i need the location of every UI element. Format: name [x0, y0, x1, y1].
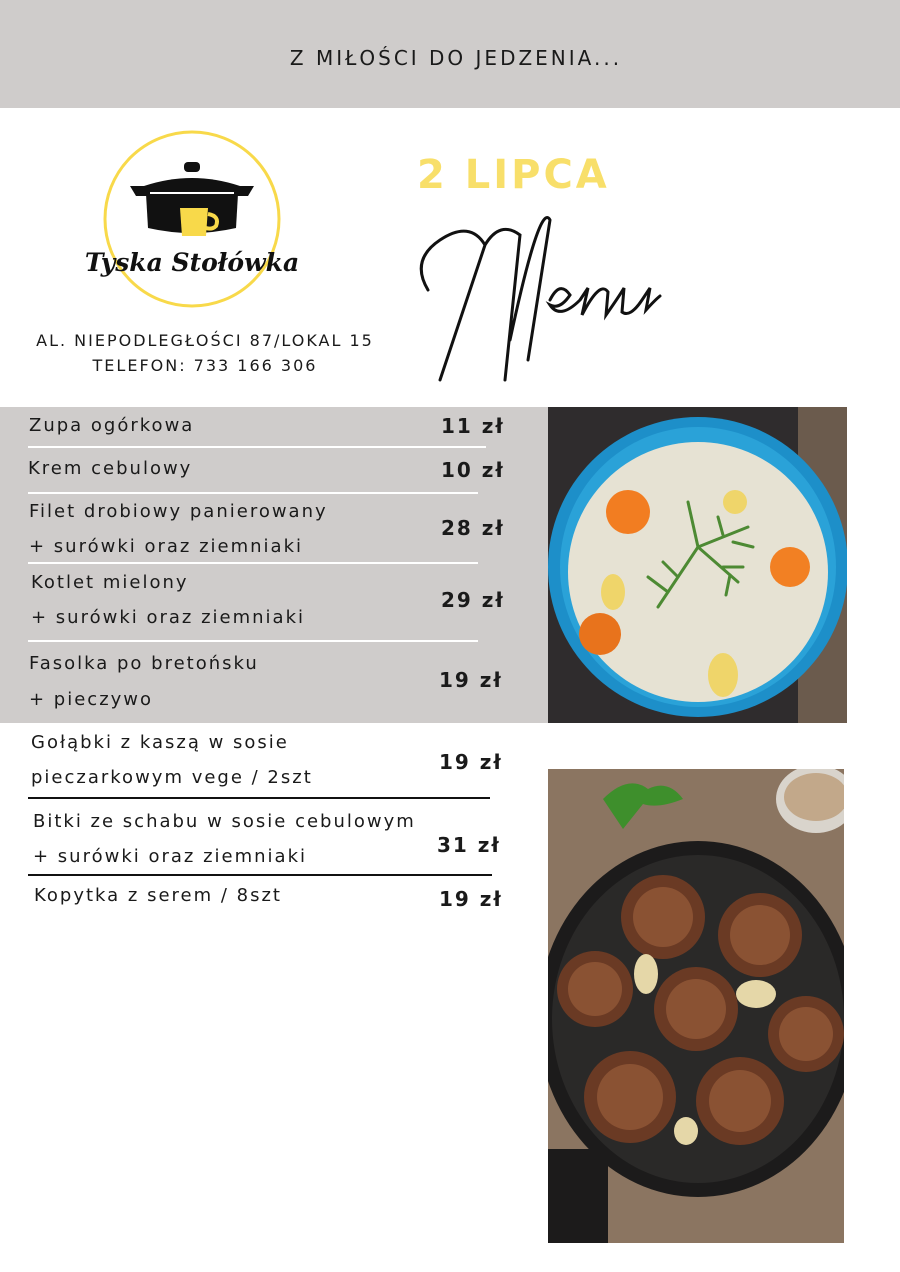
menu-item-desc: + surówki oraz ziemniaki: [31, 607, 306, 628]
menu-item-desc: + pieczywo: [29, 689, 154, 710]
menu-item-desc: + surówki oraz ziemniaki: [33, 846, 308, 867]
menu-item-price: 11 zł: [441, 414, 505, 438]
restaurant-logo: [80, 126, 320, 312]
address-line: AL. NIEPODLEGŁOŚCI 87/LOKAL 15: [36, 331, 374, 350]
menu-item-name: Bitki ze schabu w sosie cebulowym: [33, 811, 416, 832]
logo-text: Tyska Stołówka: [84, 248, 300, 277]
bitki-photo: [548, 769, 844, 1243]
soup-photo: [548, 407, 847, 723]
menu-item-name: Filet drobiowy panierowany: [29, 501, 328, 522]
menu-item-price: 10 zł: [441, 458, 505, 482]
menu-item-desc: + surówki oraz ziemniaki: [29, 536, 304, 557]
menu-item-name: Zupa ogórkowa: [29, 415, 195, 436]
menu-item-price: 29 zł: [441, 588, 505, 612]
menu-item-name: Fasolka po bretońsku: [29, 653, 259, 674]
menu-item-price: 28 zł: [441, 516, 505, 540]
menu-date: 2 LIPCA: [417, 152, 610, 198]
menu-item-price: 19 zł: [439, 668, 503, 692]
tagline: Z MIŁOŚCI DO JEDZENIA...: [289, 46, 623, 70]
separator: [28, 797, 490, 799]
svg-text:Menu: Menu: [410, 200, 413, 201]
menu-item-name: Krem cebulowy: [28, 458, 193, 479]
phone-line: TELEFON: 733 166 306: [92, 356, 318, 375]
menu-item-desc: pieczarkowym vege / 2szt: [31, 767, 313, 788]
separator: [28, 874, 492, 876]
menu-item-price: 19 zł: [439, 887, 503, 911]
menu-item-name: Kotlet mielony: [31, 572, 189, 593]
menu-title: [410, 200, 680, 390]
menu-item-price: 31 zł: [437, 833, 501, 857]
separator: [28, 492, 478, 494]
separator: [28, 640, 478, 642]
separator: [28, 562, 478, 564]
menu-item-name: Gołąbki z kaszą w sosie: [31, 732, 289, 753]
separator: [28, 446, 486, 448]
menu-item-price: 19 zł: [439, 750, 503, 774]
menu-item-name: Kopytka z serem / 8szt: [34, 885, 282, 906]
